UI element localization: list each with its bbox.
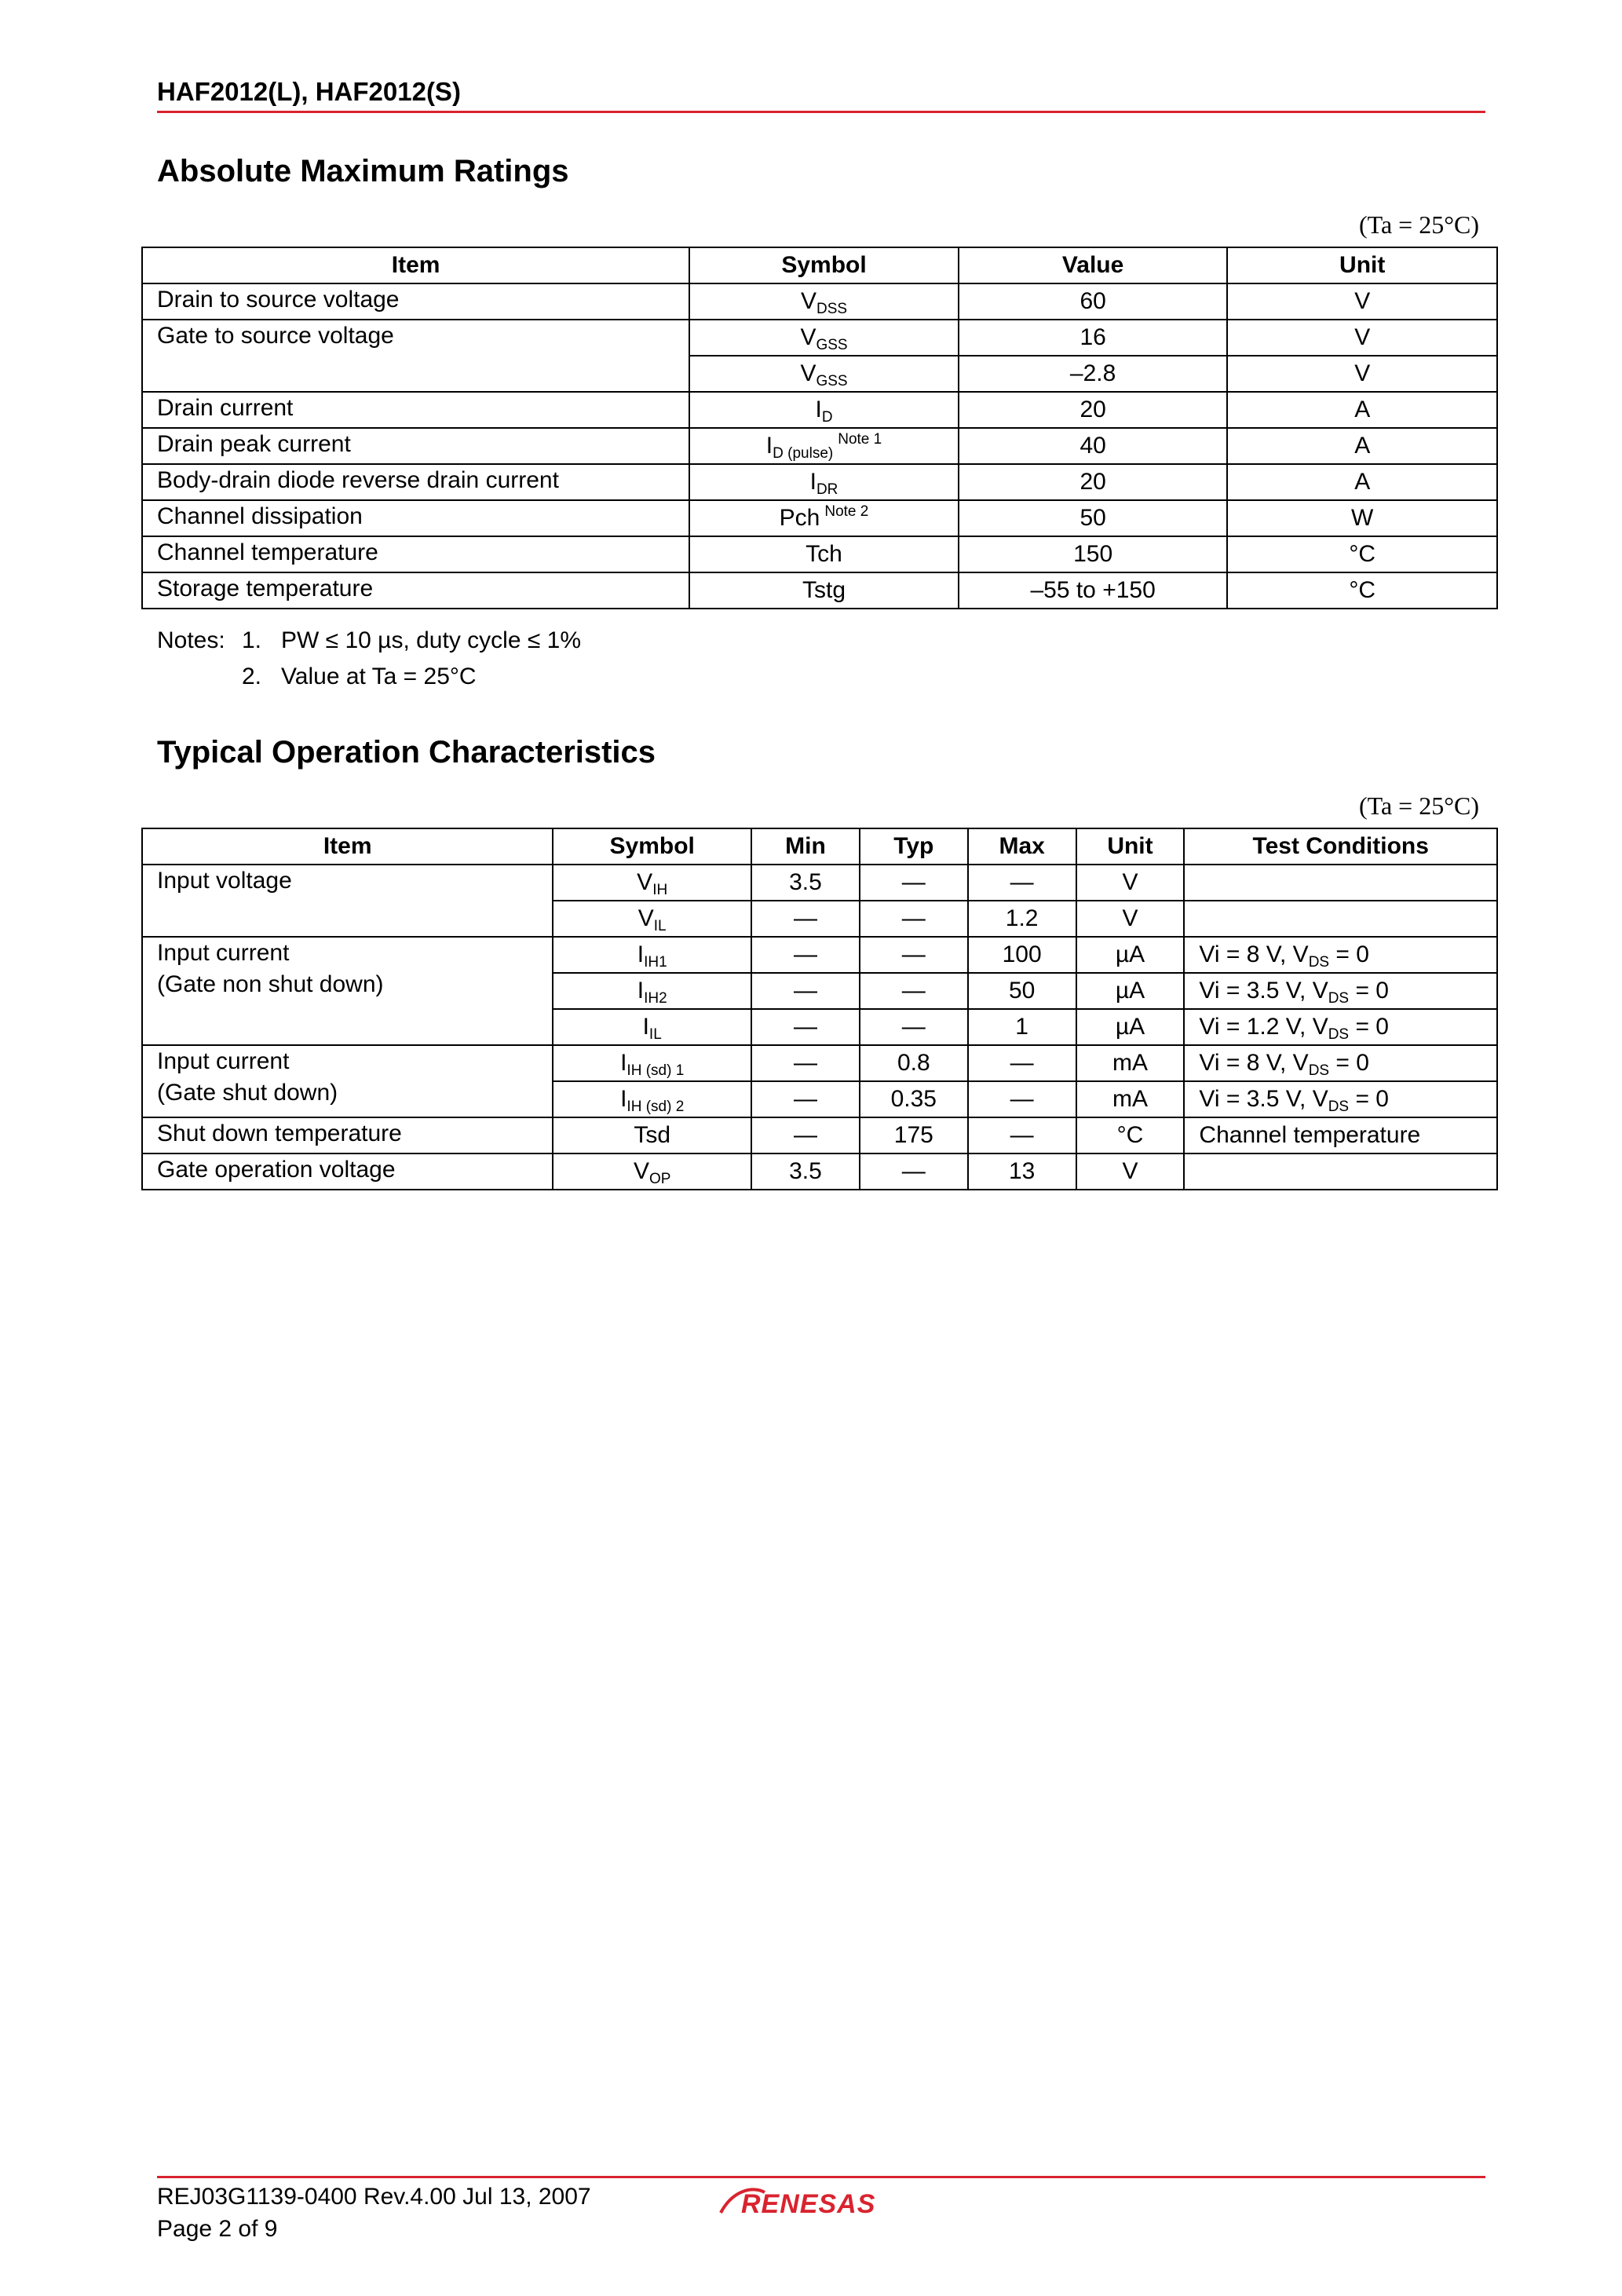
test-conditions-cell bbox=[1184, 1153, 1497, 1190]
unit-cell: V bbox=[1076, 1153, 1185, 1190]
item-cell: Shut down temperature bbox=[142, 1117, 553, 1153]
min-cell: — bbox=[751, 1009, 860, 1045]
typ-cell: — bbox=[860, 865, 968, 901]
footer-rule bbox=[157, 2176, 1485, 2178]
min-cell: — bbox=[751, 901, 860, 937]
notes-block bbox=[157, 623, 581, 695]
item-cell bbox=[142, 937, 553, 1045]
symbol-cell bbox=[553, 1153, 751, 1190]
table-row bbox=[142, 536, 1497, 572]
item-cell: Channel temperature bbox=[142, 536, 689, 572]
typ-cell: — bbox=[860, 1009, 968, 1045]
table-header-row bbox=[142, 247, 1497, 283]
symbol-subscript: OP bbox=[648, 1171, 671, 1187]
value-cell: 50 bbox=[959, 500, 1228, 536]
typ-cell: 0.8 bbox=[860, 1045, 968, 1081]
item-line: (Gate shut down) bbox=[157, 1080, 338, 1106]
symbol-main: V bbox=[800, 288, 816, 314]
table-row bbox=[142, 1045, 1497, 1081]
max-cell: 13 bbox=[968, 1153, 1076, 1190]
typ-cell: — bbox=[860, 901, 968, 937]
column-header: Test Conditions bbox=[1184, 828, 1497, 865]
symbol-cell: Tch bbox=[689, 536, 959, 572]
typical-operation-table bbox=[141, 828, 1498, 1190]
item-cell: Drain current bbox=[142, 392, 689, 428]
item-cell: Gate operation voltage bbox=[142, 1153, 553, 1190]
symbol-cell bbox=[553, 973, 751, 1009]
unit-cell: µA bbox=[1076, 937, 1185, 973]
max-cell: — bbox=[968, 1081, 1076, 1117]
min-cell: — bbox=[751, 937, 860, 973]
table-header-row bbox=[142, 828, 1497, 865]
symbol-main: V bbox=[633, 1158, 649, 1184]
symbol-cell bbox=[689, 320, 959, 356]
table-row bbox=[142, 320, 1497, 356]
symbol-cell: Tsd bbox=[553, 1117, 751, 1153]
value-cell: 20 bbox=[959, 464, 1228, 500]
symbol-subscript: IL bbox=[648, 1026, 662, 1043]
symbol-subscript: D (pulse) bbox=[773, 445, 834, 462]
absolute-max-table bbox=[141, 247, 1498, 609]
item-cell: Channel dissipation bbox=[142, 500, 689, 536]
condition-subscript: DS bbox=[1328, 1026, 1350, 1043]
table-row bbox=[142, 865, 1497, 901]
note-row bbox=[157, 623, 581, 659]
typ-cell: 175 bbox=[860, 1117, 968, 1153]
symbol-cell bbox=[689, 392, 959, 428]
section-condition: (Ta = 25°C) bbox=[1358, 792, 1479, 820]
symbol-main: V bbox=[637, 905, 654, 931]
column-header: Item bbox=[142, 247, 689, 283]
column-header: Typ bbox=[860, 828, 968, 865]
column-header: Unit bbox=[1227, 247, 1497, 283]
condition-text: = 0 bbox=[1329, 1050, 1369, 1076]
symbol-main: I bbox=[815, 397, 822, 422]
test-conditions-cell bbox=[1184, 865, 1497, 901]
typ-cell: — bbox=[860, 1153, 968, 1190]
max-cell: — bbox=[968, 1117, 1076, 1153]
unit-cell: V bbox=[1227, 356, 1497, 392]
typ-cell: — bbox=[860, 937, 968, 973]
table-row bbox=[142, 464, 1497, 500]
symbol-cell: Tstg bbox=[689, 572, 959, 609]
unit-cell: °C bbox=[1227, 572, 1497, 609]
symbol-subscript: IL bbox=[653, 918, 667, 934]
unit-cell: °C bbox=[1076, 1117, 1185, 1153]
item-cell: Body-drain diode reverse drain current bbox=[142, 464, 689, 500]
symbol-main: I bbox=[765, 433, 773, 459]
item-cell: Input voltage bbox=[142, 865, 553, 937]
max-cell: 1.2 bbox=[968, 901, 1076, 937]
value-cell: 20 bbox=[959, 392, 1228, 428]
section-title-typical-operation: Typical Operation Characteristics bbox=[157, 735, 656, 770]
symbol-subscript: D bbox=[821, 409, 833, 426]
note-row bbox=[157, 659, 581, 695]
test-conditions-cell bbox=[1184, 937, 1497, 973]
test-conditions-cell bbox=[1184, 901, 1497, 937]
column-header: Min bbox=[751, 828, 860, 865]
symbol-main: I bbox=[620, 1050, 627, 1076]
unit-cell: A bbox=[1227, 464, 1497, 500]
test-conditions-cell bbox=[1184, 1045, 1497, 1081]
condition-subscript: DS bbox=[1308, 954, 1330, 971]
value-cell: 60 bbox=[959, 283, 1228, 320]
max-cell: — bbox=[968, 865, 1076, 901]
column-header: Symbol bbox=[689, 247, 959, 283]
symbol-main: V bbox=[637, 869, 653, 895]
value-cell: –55 to +150 bbox=[959, 572, 1228, 609]
symbol-cell bbox=[689, 283, 959, 320]
symbol-cell bbox=[553, 937, 751, 973]
symbol-cell bbox=[553, 1045, 751, 1081]
column-header: Unit bbox=[1076, 828, 1185, 865]
symbol-cell bbox=[689, 356, 959, 392]
note-reference: Note 1 bbox=[838, 431, 882, 448]
table-row bbox=[142, 283, 1497, 320]
table-row bbox=[142, 1153, 1497, 1190]
unit-cell: V bbox=[1227, 320, 1497, 356]
condition-text: Vi = 3.5 V, V bbox=[1199, 1086, 1328, 1112]
symbol-cell bbox=[689, 464, 959, 500]
note-reference: Note 2 bbox=[824, 503, 869, 520]
max-cell: — bbox=[968, 1045, 1076, 1081]
column-header: Value bbox=[959, 247, 1228, 283]
symbol-main: I bbox=[637, 978, 645, 1004]
min-cell: — bbox=[751, 973, 860, 1009]
table-row bbox=[142, 392, 1497, 428]
symbol-subscript: IH (sd) 1 bbox=[627, 1062, 685, 1079]
symbol-subscript: GSS bbox=[816, 373, 848, 389]
unit-cell: A bbox=[1227, 392, 1497, 428]
symbol-main: I bbox=[809, 469, 816, 495]
symbol-main: I bbox=[642, 1014, 649, 1040]
item-line: Input current bbox=[157, 1048, 290, 1074]
note-number: 2. bbox=[242, 664, 262, 689]
value-cell: 150 bbox=[959, 536, 1228, 572]
unit-cell: µA bbox=[1076, 1009, 1185, 1045]
min-cell: 3.5 bbox=[751, 1153, 860, 1190]
table-row bbox=[142, 500, 1497, 536]
symbol-cell bbox=[689, 428, 959, 464]
min-cell: — bbox=[751, 1081, 860, 1117]
item-cell: Storage temperature bbox=[142, 572, 689, 609]
test-conditions-cell bbox=[1184, 1081, 1497, 1117]
table-row bbox=[142, 428, 1497, 464]
condition-text: = 0 bbox=[1349, 1014, 1389, 1040]
item-cell: Gate to source voltage bbox=[142, 320, 689, 392]
value-cell: –2.8 bbox=[959, 356, 1228, 392]
column-header: Max bbox=[968, 828, 1076, 865]
unit-cell: W bbox=[1227, 500, 1497, 536]
unit-cell: °C bbox=[1227, 536, 1497, 572]
max-cell: 50 bbox=[968, 973, 1076, 1009]
max-cell: 100 bbox=[968, 937, 1076, 973]
notes-label: Notes: bbox=[157, 627, 225, 653]
unit-cell: mA bbox=[1076, 1081, 1185, 1117]
condition-text: = 0 bbox=[1349, 1086, 1389, 1112]
footer-page-number: Page 2 of 9 bbox=[157, 2216, 278, 2242]
item-line: Input current bbox=[157, 940, 290, 966]
table-row bbox=[142, 937, 1497, 973]
symbol-main: V bbox=[800, 360, 816, 386]
condition-subscript: DS bbox=[1308, 1062, 1330, 1079]
page-header-title: HAF2012(L), HAF2012(S) bbox=[157, 77, 461, 106]
symbol-subscript: GSS bbox=[816, 337, 848, 353]
symbol-main: V bbox=[800, 324, 816, 350]
item-line: (Gate non shut down) bbox=[157, 971, 384, 997]
symbol-subscript: IH (sd) 2 bbox=[627, 1099, 685, 1115]
symbol-cell bbox=[553, 901, 751, 937]
value-cell: 16 bbox=[959, 320, 1228, 356]
test-conditions-cell: Channel temperature bbox=[1184, 1117, 1497, 1153]
condition-subscript: DS bbox=[1328, 990, 1350, 1007]
unit-cell: V bbox=[1076, 901, 1185, 937]
test-conditions-cell bbox=[1184, 1009, 1497, 1045]
min-cell: 3.5 bbox=[751, 865, 860, 901]
condition-text: Vi = 3.5 V, V bbox=[1199, 978, 1328, 1004]
symbol-subscript: IH bbox=[652, 882, 668, 898]
symbol-cell bbox=[553, 1081, 751, 1117]
item-cell: Drain to source voltage bbox=[142, 283, 689, 320]
symbol-main: I bbox=[637, 941, 645, 967]
condition-text: = 0 bbox=[1349, 978, 1389, 1004]
min-cell: — bbox=[751, 1045, 860, 1081]
symbol-subscript: DR bbox=[816, 481, 838, 498]
condition-text: = 0 bbox=[1329, 941, 1369, 967]
symbol-subscript: DSS bbox=[816, 301, 848, 317]
note-text: Value at Ta = 25°C bbox=[281, 664, 477, 689]
table-row bbox=[142, 1117, 1497, 1153]
condition-text: Vi = 8 V, V bbox=[1199, 941, 1309, 967]
symbol-cell bbox=[553, 865, 751, 901]
unit-cell: V bbox=[1227, 283, 1497, 320]
column-header: Item bbox=[142, 828, 553, 865]
footer-document-number: REJ03G1139-0400 Rev.4.00 Jul 13, 2007 bbox=[157, 2184, 591, 2210]
max-cell: 1 bbox=[968, 1009, 1076, 1045]
condition-subscript: DS bbox=[1328, 1099, 1350, 1115]
symbol-subscript: IH2 bbox=[644, 990, 667, 1007]
min-cell: — bbox=[751, 1117, 860, 1153]
unit-cell: V bbox=[1076, 865, 1185, 901]
column-header: Symbol bbox=[553, 828, 751, 865]
section-title-absolute-max: Absolute Maximum Ratings bbox=[157, 154, 569, 188]
condition-text: Vi = 1.2 V, V bbox=[1199, 1014, 1328, 1040]
item-cell: Drain peak current bbox=[142, 428, 689, 464]
note-text: PW ≤ 10 µs, duty cycle ≤ 1% bbox=[281, 627, 582, 653]
section-condition: (Ta = 25°C) bbox=[1358, 210, 1479, 239]
unit-cell: µA bbox=[1076, 973, 1185, 1009]
condition-text: Vi = 8 V, V bbox=[1199, 1050, 1309, 1076]
note-number: 1. bbox=[242, 627, 262, 653]
symbol-cell bbox=[689, 500, 959, 536]
logo-wordmark: RENESAS bbox=[741, 2189, 876, 2219]
renesas-logo bbox=[718, 2181, 919, 2219]
symbol-cell bbox=[553, 1009, 751, 1045]
unit-cell: mA bbox=[1076, 1045, 1185, 1081]
symbol-main: I bbox=[620, 1086, 627, 1112]
symbol-main: Pch bbox=[779, 505, 820, 531]
test-conditions-cell bbox=[1184, 973, 1497, 1009]
symbol-subscript: IH1 bbox=[644, 954, 667, 971]
item-cell bbox=[142, 1045, 553, 1117]
typ-cell: — bbox=[860, 973, 968, 1009]
value-cell: 40 bbox=[959, 428, 1228, 464]
table-row bbox=[142, 572, 1497, 609]
unit-cell: A bbox=[1227, 428, 1497, 464]
typ-cell: 0.35 bbox=[860, 1081, 968, 1117]
header-rule bbox=[157, 111, 1485, 113]
